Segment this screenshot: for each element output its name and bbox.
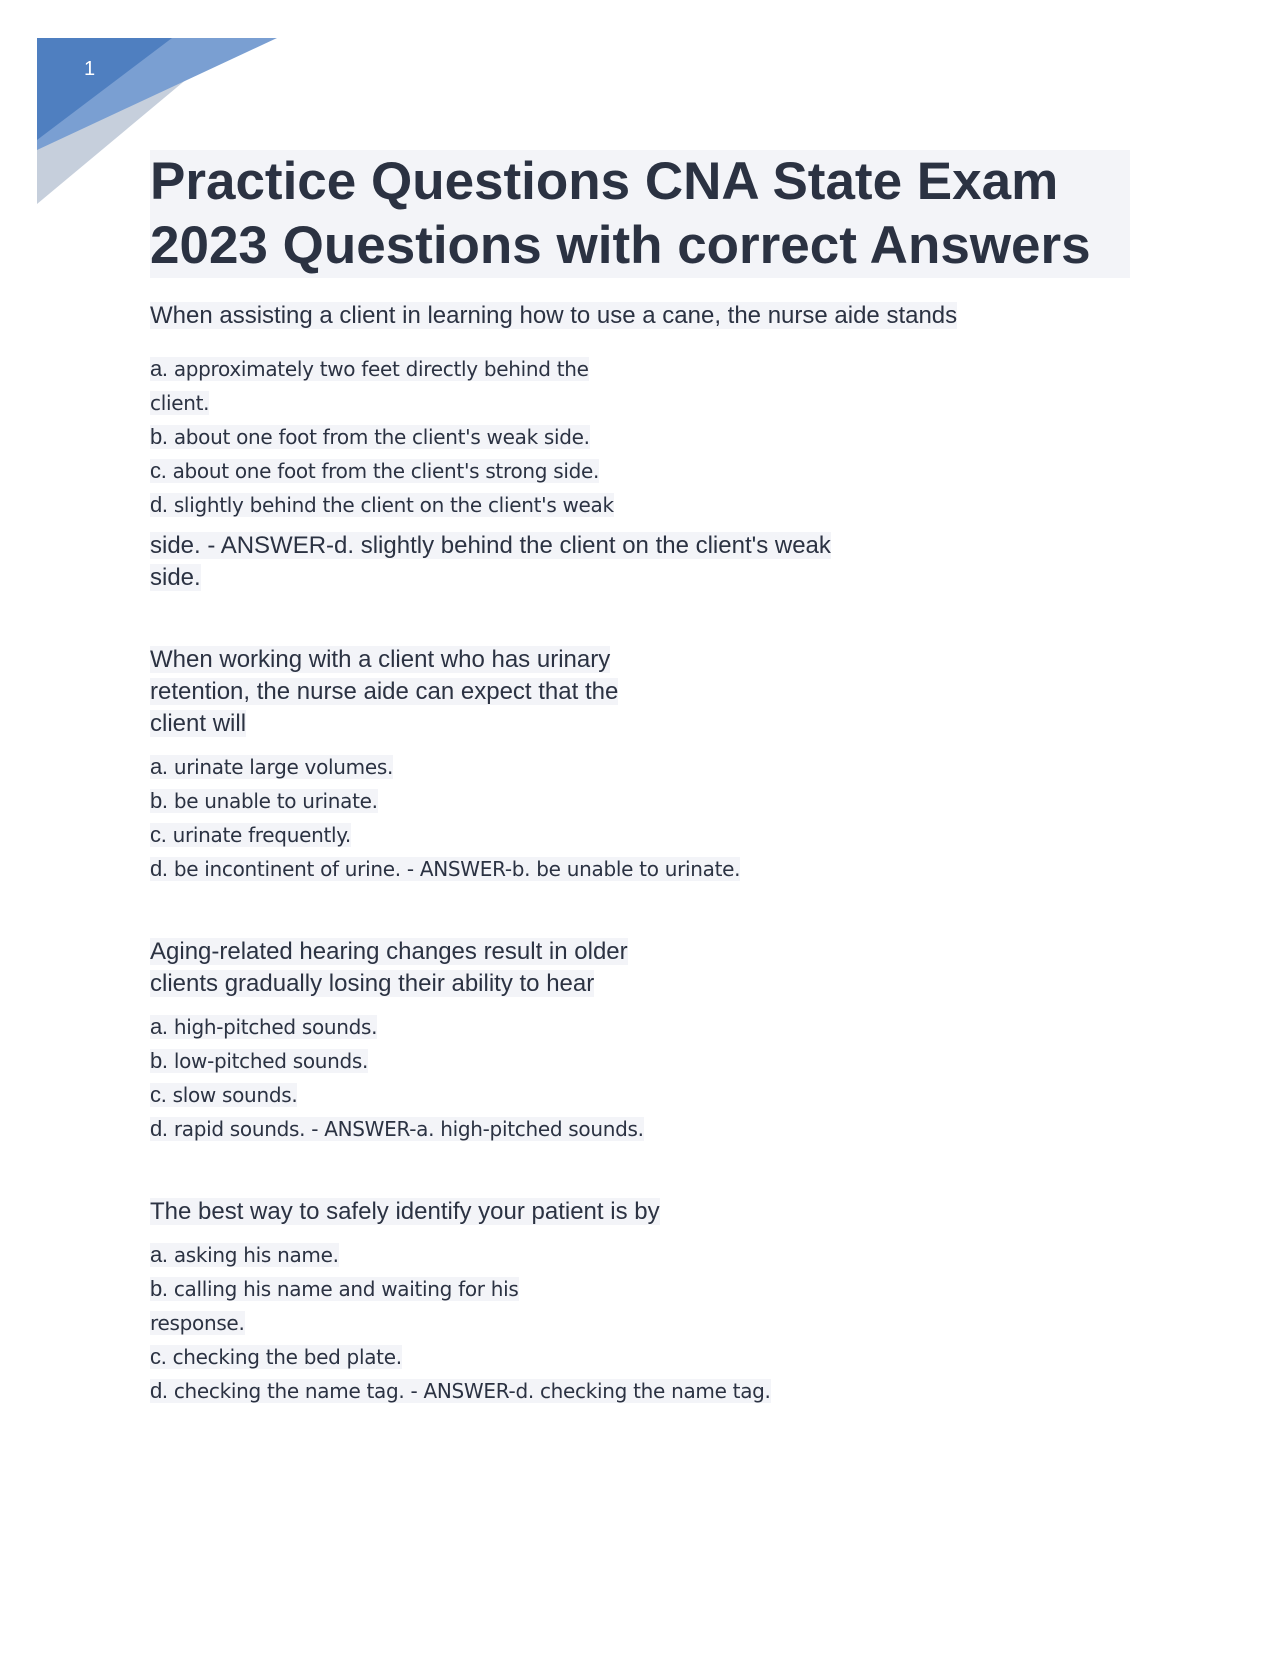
option-c: c. slow sounds. (150, 1082, 298, 1107)
option-c: c. urinate frequently. (150, 822, 351, 847)
option-a: a. asking his name. (150, 1242, 339, 1267)
question-stem: The best way to safely identify your patient is by (150, 1198, 660, 1225)
page-number: 1 (84, 58, 96, 80)
option-a-continued: client. (150, 391, 210, 415)
question-stem: Aging-related hearing changes result in older clients gradually losing their ability to hear (150, 938, 628, 997)
question-3 (150, 936, 1130, 1146)
question-stem: When assisting a client in learning how to use a cane, the nurse aide stands (150, 302, 958, 329)
option-b: b. about one foot from the client's weak side. (150, 424, 590, 449)
option-d: d. slightly behind the client on the client's weak (150, 492, 614, 517)
answer-line-2: side. (150, 564, 201, 591)
option-b-continued: response. (150, 1311, 245, 1335)
option-list (150, 750, 1130, 886)
option-c: c. about one foot from the client's strong side. (150, 458, 600, 483)
question-1 (150, 300, 1130, 594)
option-list (150, 1238, 1130, 1408)
option-c: c. checking the bed plate. (150, 1344, 402, 1369)
option-a: a. urinate large volumes. (150, 754, 394, 779)
option-a: a. approximately two feet directly behind the (150, 356, 589, 381)
option-d-with-answer: d. be incontinent of urine. - ANSWER-b. be unable to urinate. (150, 856, 741, 881)
page-title (150, 150, 1130, 278)
title-line-1: Practice Questions CNA State Exam (150, 152, 1059, 211)
question-stem: When working with a client who has urinary retention, the nurse aide can expect that the client will (150, 646, 619, 737)
question-4 (150, 1196, 1130, 1408)
option-b: b. calling his name and waiting for his (150, 1276, 519, 1301)
option-d-with-answer: d. checking the name tag. - ANSWER-d. checking the name tag. (150, 1378, 771, 1403)
answer (150, 530, 1130, 594)
option-list (150, 352, 1130, 522)
title-line-2: 2023 Questions with correct Answers (150, 216, 1091, 275)
question-2 (150, 644, 1130, 886)
option-d-with-answer: d. rapid sounds. - ANSWER-a. high-pitched sounds. (150, 1116, 644, 1141)
option-list (150, 1010, 1130, 1146)
answer-line-1: side. - ANSWER-d. slightly behind the client on the client's weak (150, 532, 831, 559)
option-b: b. be unable to urinate. (150, 788, 378, 813)
document-body (150, 150, 1130, 1408)
option-b: b. low-pitched sounds. (150, 1048, 369, 1073)
option-a: a. high-pitched sounds. (150, 1014, 378, 1039)
